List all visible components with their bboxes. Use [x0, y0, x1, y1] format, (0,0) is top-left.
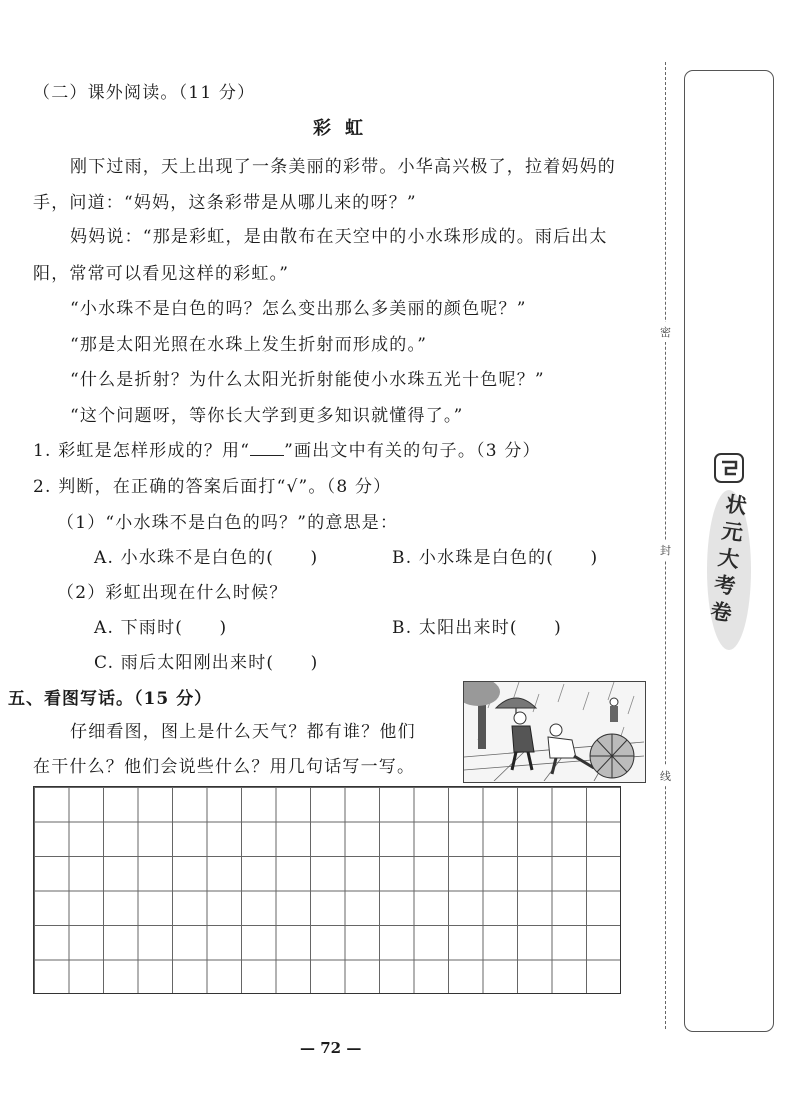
section-heading-writing: 五、看图写话。（15 分） — [8, 689, 213, 709]
option-2-2-c[interactable]: C. 雨后太阳刚出来时( ) — [94, 653, 319, 673]
margin-label-mi: 密 — [660, 322, 671, 342]
passage-line-2: 手，问道：“妈妈，这条彩带是从哪儿来的呀？” — [33, 193, 417, 213]
question-2-1: （1）“小水珠不是白色的吗？”的意思是： — [57, 513, 399, 533]
rainy-day-illustration — [463, 681, 646, 783]
writing-grid[interactable] — [33, 786, 621, 994]
passage-title: 彩虹 — [313, 118, 377, 139]
passage-line-1: 刚下过雨，天上出现了一条美丽的彩带。小华高兴极了，拉着妈妈的 — [70, 157, 616, 177]
question-2: 2. 判断，在正确的答案后面打“√”。（8 分） — [33, 477, 392, 497]
question-1 — [33, 436, 541, 461]
passage-line-4: 阳，常常可以看见这样的彩虹。” — [33, 264, 290, 284]
margin-label-feng: 封 — [660, 540, 671, 560]
brand-logo — [704, 452, 754, 652]
answer-underline-sample — [250, 443, 284, 456]
question-2-2: （2）彩虹出现在什么时候？ — [57, 583, 288, 603]
passage-line-3: 妈妈说：“那是彩虹，是由散布在天空中的小水珠形成的。雨后出太 — [70, 227, 608, 247]
passage-line-6: “那是太阳光照在水珠上发生折射而形成的。” — [70, 335, 428, 355]
margin-label-xian: 线 — [660, 766, 671, 786]
passage-line-5: “小水珠不是白色的吗？怎么变出那么多美丽的颜色呢？” — [70, 299, 527, 319]
brand-name: 状元大考卷 — [709, 491, 749, 626]
page-number: — 72 — — [300, 1039, 362, 1057]
rainy-scene-drawing — [464, 682, 644, 781]
option-2-2-a[interactable]: A. 下雨时( ) — [94, 618, 228, 638]
passage-line-8: “这个问题呀，等你长大学到更多知识就懂得了。” — [70, 406, 464, 426]
writing-prompt-line-1: 仔细看图，图上是什么天气？都有谁？他们 — [70, 722, 416, 742]
question-1-text-before: 1. 彩虹是怎样形成的？用“ — [33, 441, 251, 461]
option-2-1-a[interactable]: A. 小水珠不是白色的( ) — [94, 548, 319, 568]
writing-prompt-line-2: 在干什么？他们会说些什么？用几句话写一写。 — [33, 757, 416, 777]
question-1-text-after: ”画出文中有关的句子。（3 分） — [284, 441, 541, 461]
passage-line-7: “什么是折射？为什么太阳光折射能使小水珠五光十色呢？” — [70, 370, 545, 390]
section-heading-reading: （二）课外阅读。（11 分） — [33, 83, 256, 103]
option-2-2-b[interactable]: B. 太阳出来时( ) — [392, 618, 562, 638]
option-2-1-b[interactable]: B. 小水珠是白色的( ) — [392, 548, 599, 568]
